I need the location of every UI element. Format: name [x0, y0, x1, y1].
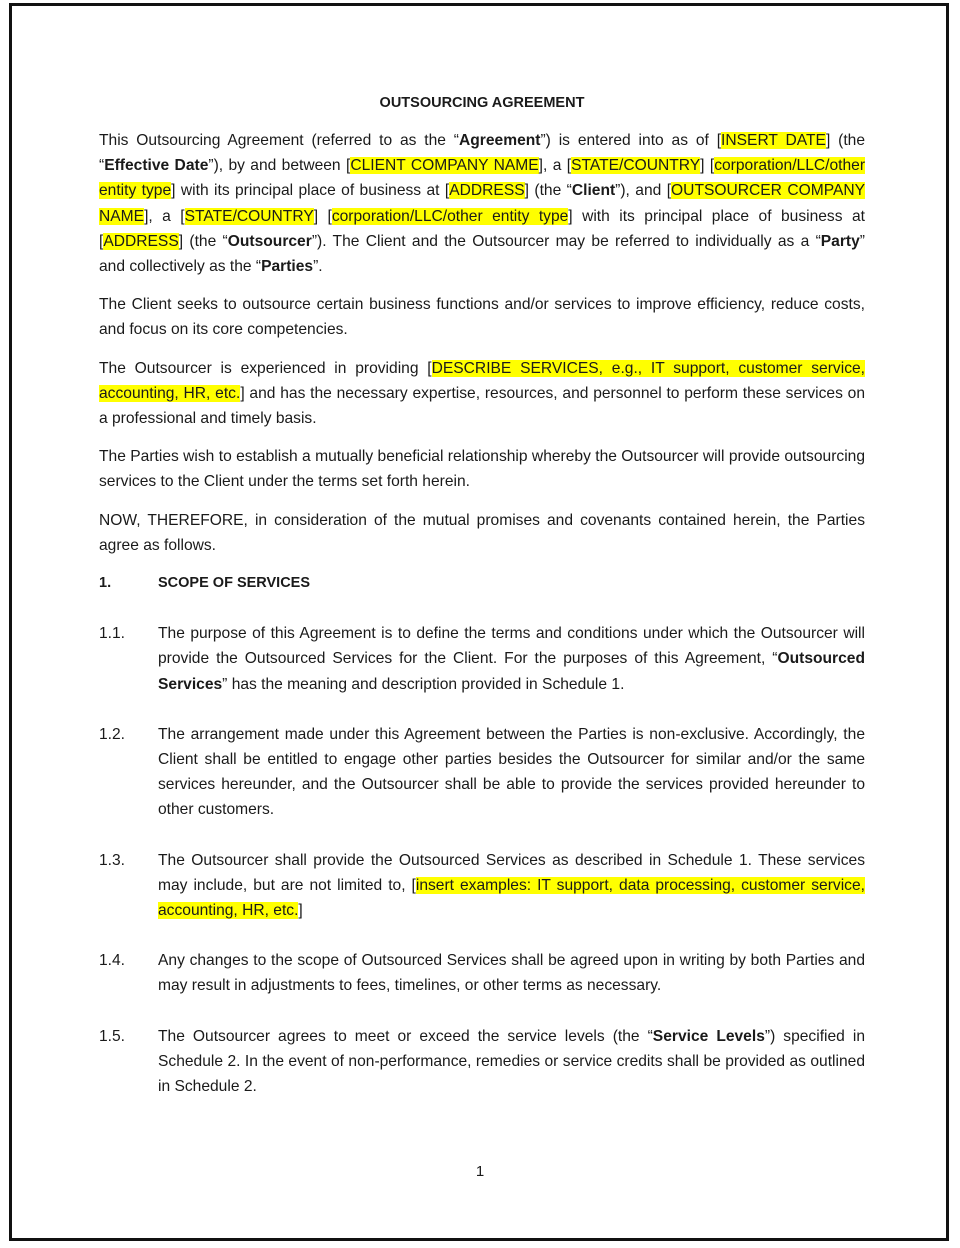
defined-term: Service Levels — [652, 1027, 765, 1045]
clause-text: Any changes to the scope of Outsourced Services shall be agreed upon in writing by both Parties and may result in adjustments to fees, timelines, or other terms as necessary. — [158, 952, 865, 995]
placeholder-field: corporation/LLC/other entity type — [99, 157, 866, 200]
section-number: 1. — [99, 575, 112, 592]
clause-number: 1.1. — [99, 625, 126, 643]
recital-paragraph: The Client seeks to outsource certain business functions and/or services to improve efficiency, reduce costs, and focus on its core competencies. — [99, 296, 865, 339]
clause-text: The purpose of this Agreement is to define the terms and conditions under which the Outsourcer will provide the Outsourced Services for the Client. For the purposes of this Agreement, “Outsourced Services” has the meaning and description provided in Schedule 1. — [158, 625, 865, 693]
defined-term: Effective Date — [104, 157, 209, 175]
section-heading — [99, 571, 865, 596]
clause-number: 1.3. — [99, 851, 126, 869]
placeholder-field: STATE/COUNTRY — [184, 207, 314, 225]
clause — [99, 848, 865, 924]
clause-number: 1.5. — [99, 1027, 126, 1045]
defined-term: Outsourced Services — [158, 650, 865, 693]
clause — [99, 722, 865, 823]
clause — [99, 948, 865, 998]
clause-text: The Outsourcer shall provide the Outsourced Services as described in Schedule 1. These services may include, but are not limited to, [insert examples: IT support, data processing, customer service, accounting, HR, etc.] — [158, 851, 865, 920]
page-number: 1 — [475, 1163, 485, 1180]
placeholder-field: ADDRESS — [103, 232, 179, 250]
defined-term: Party — [820, 232, 860, 250]
document-title: OUTSOURCING AGREEMENT — [379, 95, 585, 111]
placeholder-field: STATE/COUNTRY — [571, 157, 701, 175]
clause-text: The Outsourcer agrees to meet or exceed the service levels (the “Service Levels”) specified in Schedule 2. In the event of non-performance, remedies or service credits shall be provided as outlined in Schedule 2. — [158, 1027, 865, 1096]
now-therefore-paragraph: NOW, THEREFORE, in consideration of the mutual promises and covenants contained herein, the Parties agree as follows. — [99, 511, 865, 554]
document-body — [99, 93, 865, 1124]
placeholder-field: CLIENT COMPANY NAME — [350, 157, 539, 175]
placeholder-field: corporation/LLC/other entity type — [331, 207, 569, 225]
defined-term: Agreement — [459, 132, 541, 149]
clause — [99, 621, 865, 697]
preamble — [99, 128, 865, 558]
recital-paragraph: The Parties wish to establish a mutually beneficial relationship whereby the Outsourcer will provide outsourcing services to the Client under the terms set forth herein. — [99, 448, 865, 491]
clause-number: 1.4. — [99, 952, 126, 970]
section-title: SCOPE OF SERVICES — [158, 575, 311, 592]
placeholder-field: OUTSOURCER COMPANY NAME — [99, 182, 866, 225]
recital-paragraph: The Outsourcer is experienced in providing [DESCRIBE SERVICES, e.g., IT support, customer service, accounting, HR, etc.] and has the necessary expertise, resources, and personnel to perform these services on a professional and timely basis. — [99, 359, 865, 428]
intro-paragraph: This Outsourcing Agreement (referred to as the “Agreement”) is entered into as of [INSERT DATE] (the “Effective Date”), by and between [CLIENT COMPANY NAME], a [STATE/COUNTRY] [corporation/LLC/other entity type] with its principal place of business at [ADDRESS] (the “Client”), and [OUTSOURCER COMPANY NAME], a [STATE/COUNTRY] [corporation/LLC/other entity type] with its principal place of business at [ADDRESS] (the “Outsourcer”). The Client and the Outsourcer may be referred to individually as a “Party” and collectively as the “Parties”. — [99, 132, 866, 276]
placeholder-field: ADDRESS — [449, 182, 525, 200]
placeholder-field: DESCRIBE SERVICES, e.g., IT support, customer service, accounting, HR, etc. — [99, 359, 865, 402]
clause-number: 1.2. — [99, 725, 126, 743]
clause-text: The arrangement made under this Agreement between the Parties is non-exclusive. Accordingly, the Client shall be entitled to engage other parties besides the Outsourcer for similar and/or the same services hereunder, and the Outsourcer shall be able to provide the services provided hereunder to other customers. — [158, 725, 865, 819]
defined-term: Parties — [261, 258, 314, 276]
placeholder-field: insert examples: IT support, data processing, customer service, accounting, HR, etc. — [158, 876, 865, 920]
clause — [99, 1024, 865, 1100]
defined-term: Client — [571, 182, 616, 200]
defined-term: Outsourcer — [227, 232, 312, 250]
placeholder-field: INSERT DATE — [721, 132, 826, 149]
